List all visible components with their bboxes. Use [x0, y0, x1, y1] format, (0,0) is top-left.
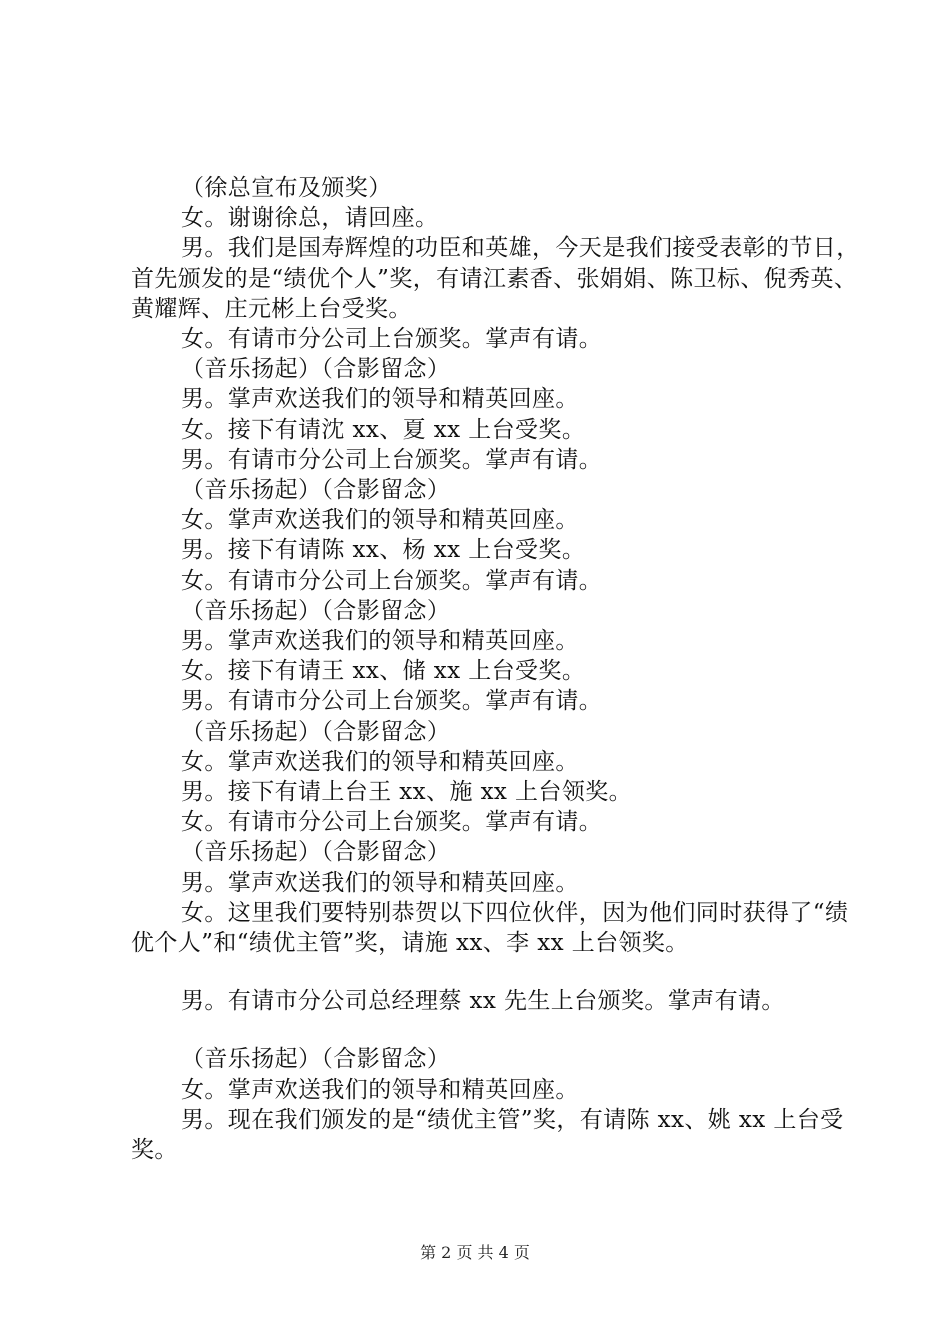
- script-body: [131, 173, 861, 1165]
- paragraph: 男。我们是国寿辉煌的功臣和英雄，今天是我们接受表彰的节日，首先颁发的是“绩优个人”奖，有请江素香、张娟娟、陈卫标、倪秀英、黄耀辉、庄元彬上台受奖。: [131, 235, 860, 322]
- paragraph: 女。掌声欢送我们的领导和精英回座。: [181, 748, 579, 775]
- paragraph: （音乐扬起）（合影留念）: [181, 718, 451, 745]
- paragraph: 男。有请市分公司上台颁奖。掌声有请。: [181, 446, 603, 473]
- paragraph: 女。有请市分公司上台颁奖。掌声有请。: [181, 567, 603, 594]
- paragraph: 女。有请市分公司上台颁奖。掌声有请。: [181, 326, 603, 353]
- paragraph: 男。掌声欢送我们的领导和精英回座。: [181, 386, 579, 413]
- paragraph: 女。接下有请沈 xx、夏 xx 上台受奖。: [181, 416, 586, 443]
- paragraph: 女。这里我们要特别恭贺以下四位伙伴，因为他们同时获得了“绩优个人”和“绩优主管”奖，请施 xx、李 xx 上台领奖。: [131, 899, 849, 957]
- paragraph: （音乐扬起）（合影留念）: [181, 839, 451, 866]
- paragraph: （徐总宣布及颁奖）: [181, 175, 392, 201]
- paragraph: 男。掌声欢送我们的领导和精英回座。: [181, 628, 579, 655]
- page-footer: 第 2 页 共 4 页: [420, 1243, 530, 1262]
- paragraph: 男。接下有请上台王 xx、施 xx 上台领奖。: [181, 779, 633, 806]
- paragraph: 女。有请市分公司上台颁奖。掌声有请。: [181, 809, 603, 836]
- paragraph: 男。现在我们颁发的是“绩优主管”奖，有请陈 xx、姚 xx 上台受奖。: [131, 1106, 844, 1164]
- paragraph: （音乐扬起）（合影留念）: [181, 356, 451, 383]
- paragraph: 男。掌声欢送我们的领导和精英回座。: [181, 869, 579, 896]
- paragraph: 男。接下有请陈 xx、杨 xx 上台受奖。: [181, 537, 586, 564]
- paragraph: （音乐扬起）（合影留念）: [181, 1046, 451, 1073]
- paragraph: 女。接下有请王 xx、储 xx 上台受奖。: [181, 658, 586, 685]
- paragraph: 女。掌声欢送我们的领导和精英回座。: [181, 1076, 579, 1103]
- paragraph: （音乐扬起）（合影留念）: [181, 597, 451, 624]
- paragraph: （音乐扬起）（合影留念）: [181, 477, 451, 504]
- paragraph: 男。有请市分公司上台颁奖。掌声有请。: [181, 688, 603, 715]
- paragraph: 男。有请市分公司总经理蔡 xx 先生上台颁奖。掌声有请。: [181, 988, 785, 1015]
- paragraph: 女。谢谢徐总，请回座。: [181, 205, 439, 232]
- paragraph: 女。掌声欢送我们的领导和精英回座。: [181, 507, 579, 534]
